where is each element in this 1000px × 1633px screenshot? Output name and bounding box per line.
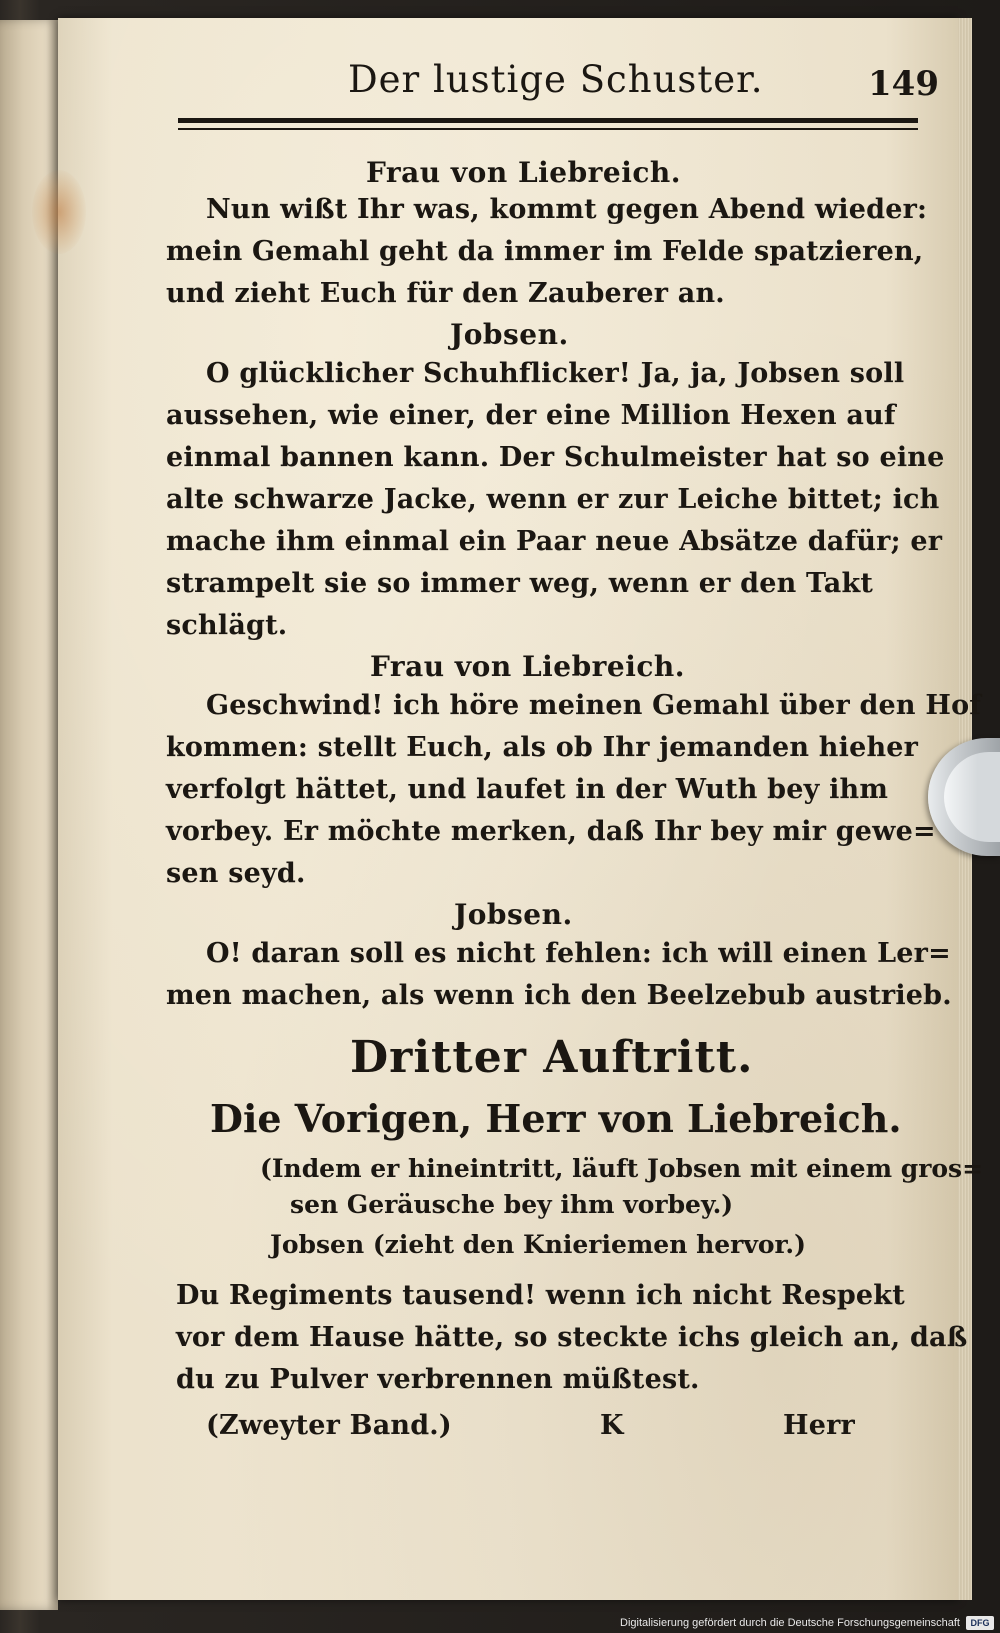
scene-heading: Dritter Auftritt.: [350, 1032, 754, 1083]
text-line: O glücklicher Schuhflicker! Ja, ja, Jobsen soll: [206, 358, 905, 389]
speaker-frau-von-liebreich: Frau von Liebreich.: [370, 650, 686, 683]
stage-direction-line: sen Geräusche bey ihm vorbey.): [290, 1190, 734, 1219]
speaker-jobsen-with-direction: Jobsen (zieht den Knieriemen hervor.): [270, 1230, 806, 1259]
text-line: und zieht Euch für den Zauberer an.: [166, 278, 725, 309]
text-line: Du Regiments tausend! wenn ich nicht Respekt: [176, 1280, 905, 1311]
text-line: mein Gemahl geht da immer im Felde spatzieren,: [166, 236, 924, 267]
text-line: vor dem Hause hätte, so steckte ichs gleich an, daß: [176, 1322, 968, 1353]
text-line: sen seyd.: [166, 858, 306, 889]
book-page: [58, 18, 984, 1600]
text-line: O! daran soll es nicht fehlen: ich will einen Ler=: [206, 938, 951, 969]
text-line: schlägt.: [166, 610, 288, 641]
header-rule-thick: [178, 118, 918, 123]
text-line: Geschwind! ich höre meinen Gemahl über den Hof: [206, 690, 982, 721]
scan-credit-text: Digitalisierung gefördert durch die Deutsche Forschungsgemeinschaft: [620, 1617, 960, 1629]
text-line: vorbey. Er möchte merken, daß Ihr bey mir gewe=: [166, 816, 936, 847]
text-line: Nun wißt Ihr was, kommt gegen Abend wieder:: [206, 194, 928, 225]
header-rule-thin: [178, 128, 918, 130]
text-line: men machen, als wenn ich den Beelzebub austrieb.: [166, 980, 952, 1011]
text-line: strampelt sie so immer weg, wenn er den Takt: [166, 568, 874, 599]
speaker-jobsen: Jobsen.: [450, 318, 569, 351]
text-line: mache ihm einmal ein Paar neue Absätze dafür; er: [166, 526, 943, 557]
previous-page-edge: [0, 20, 58, 1610]
text-line: verfolgt hättet, und laufet in der Wuth bey ihm: [166, 774, 889, 805]
catchword: Herr: [783, 1410, 855, 1441]
text-line: alte schwarze Jacke, wenn er zur Leiche bittet; ich: [166, 484, 940, 515]
signature-mark: K: [600, 1410, 624, 1441]
text-line: kommen: stellt Euch, als ob Ihr jemanden hieher: [166, 732, 919, 763]
speaker-jobsen: Jobsen.: [454, 898, 573, 931]
page-stain: [32, 170, 86, 254]
page-clip-highlight: [944, 752, 1000, 842]
page-number: 149: [868, 64, 939, 104]
text-line: aussehen, wie einer, der eine Million Hexen auf: [166, 400, 896, 431]
running-head: Der lustige Schuster.: [348, 58, 764, 101]
text-line: einmal bannen kann. Der Schulmeister hat so eine: [166, 442, 945, 473]
speaker-frau-von-liebreich: Frau von Liebreich.: [366, 156, 682, 189]
volume-signature: (Zweyter Band.): [206, 1410, 452, 1441]
stage-direction-line: (Indem er hineintritt, läuft Jobsen mit einem gros=: [260, 1154, 984, 1183]
text-line: du zu Pulver verbrennen müßtest.: [176, 1364, 700, 1395]
scene-characters: Die Vorigen, Herr von Liebreich.: [210, 1096, 902, 1141]
dfg-logo-icon: DFG: [966, 1616, 994, 1630]
